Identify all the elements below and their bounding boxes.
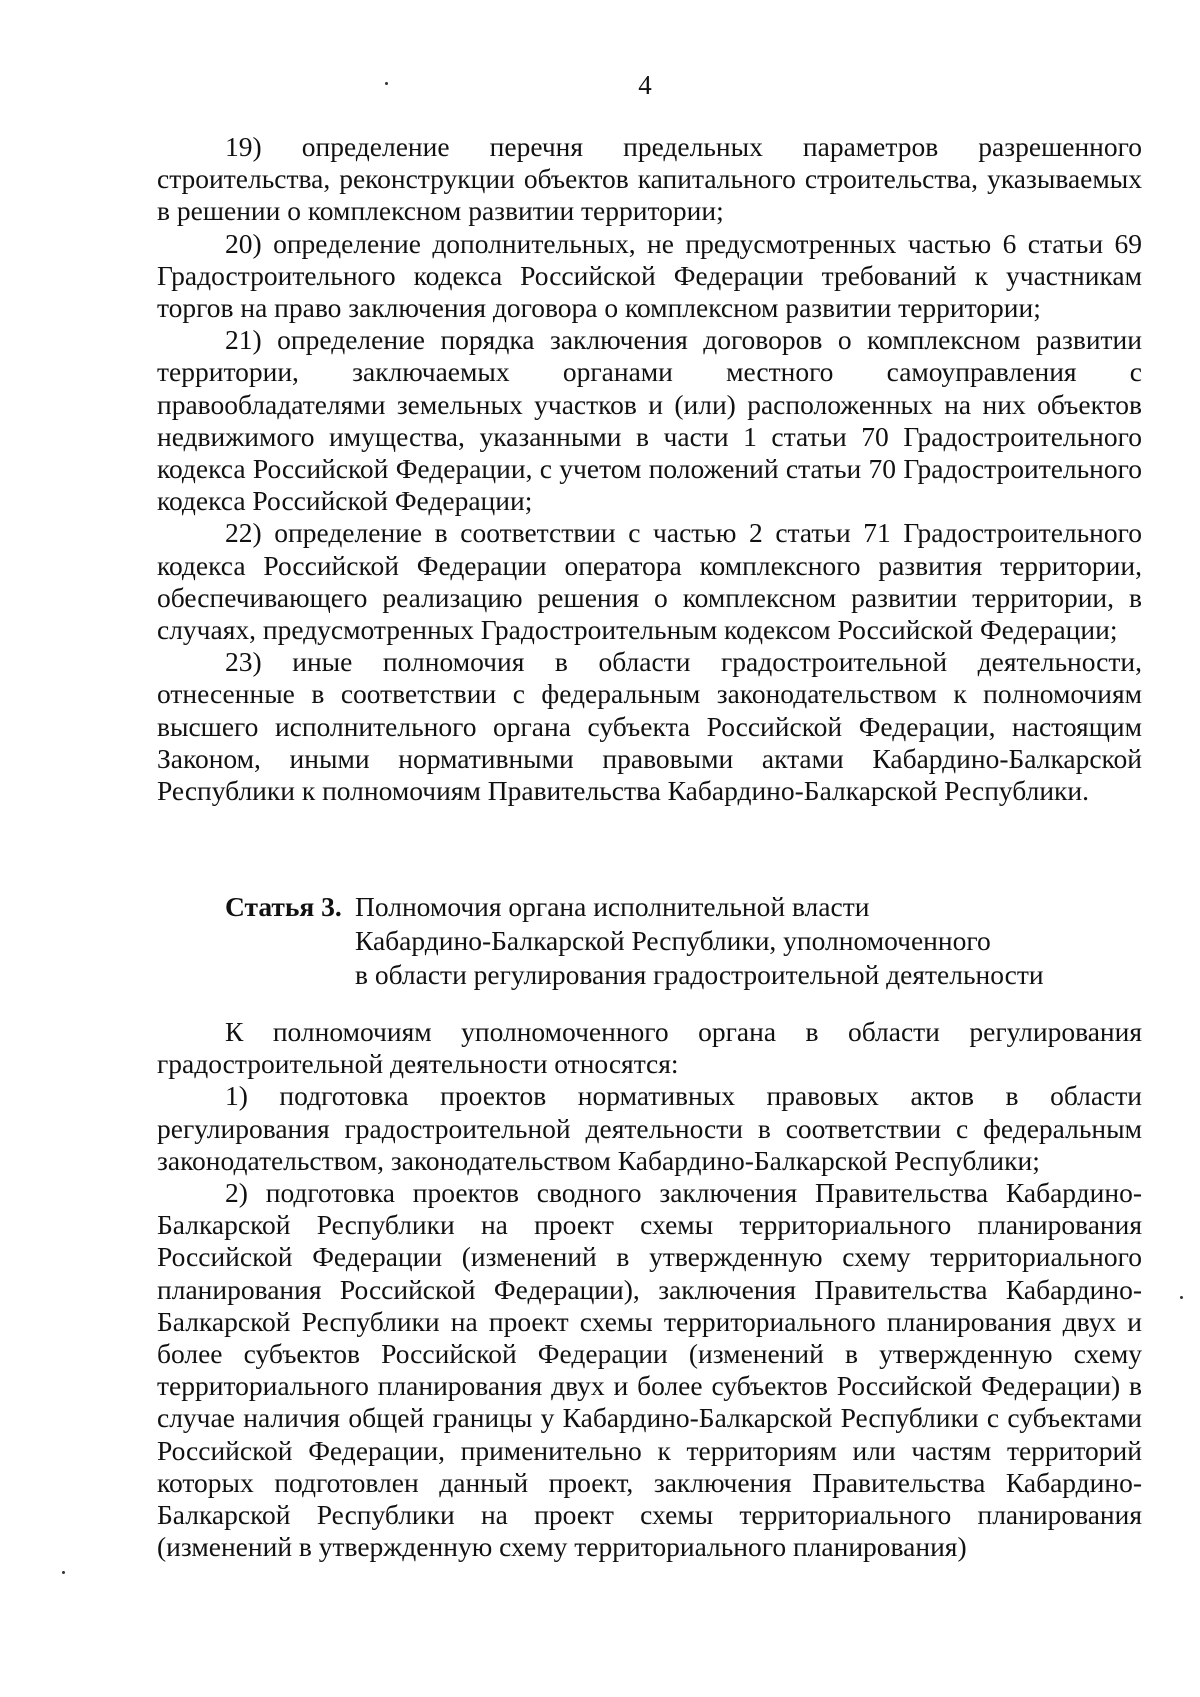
article-title-line: Полномочия органа исполнительной власти <box>355 891 870 922</box>
article-title <box>355 890 1115 992</box>
article-2-continuation <box>157 131 1142 807</box>
paragraph-item-22: 22) определение в соответствии с частью 2 статьи 71 Градостроительного кодекса Российской Федерации оператора комплексного развития территории, обеспечивающего реализацию решения о комплексном развитии территории, в случаях, предусмотренных Градостроительным кодексом Российской Федерации; <box>157 517 1142 646</box>
paragraph-item-2: 2) подготовка проектов сводного заключения Правительства Кабардино-Балкарской Республики на проект схемы территориального планирования Российской Федерации (изменений в утвержденную схему территориального планирования Российской Федерации), заключения Правительства Кабардино-Балкарской Республики на проект схемы территориального планирования двух и более субъектов Российской Федерации (изменений в утвержденную схему территориального планирования двух и более субъектов Российской Федерации) в случае наличия общей границы у Кабардино-Балкарской Республики с субъектами Российской Федерации, применительно к территориям или частям территорий которых подготовлен данный проект, заключения Правительства Кабардино-Балкарской Республики на проект схемы территориального планирования (изменений в утвержденную схему территориального планирования) <box>157 1177 1142 1563</box>
scan-speck <box>62 1571 65 1574</box>
article-label: Статья 3. <box>225 891 342 922</box>
paragraph-item-21: 21) определение порядка заключения договоров о комплексном развитии территории, заключаемых органами местного самоуправления с правообладателями земельных участков и (или) расположенных на них объектов недвижимого имущества, указанными в части 1 статьи 70 Градостроительного кодекса Российской Федерации, с учетом положений статьи 70 Градостроительного кодекса Российской Федерации; <box>157 324 1142 517</box>
paragraph-intro: К полномочиям уполномоченного органа в области регулирования градостроительной деятельности относятся: <box>157 1016 1142 1080</box>
paragraph-item-20: 20) определение дополнительных, не предусмотренных частью 6 статьи 69 Градостроительного кодекса Российской Федерации требований к участникам торгов на право заключения договора о комплексном развитии территории; <box>157 227 1142 324</box>
article-title-line: Кабардино-Балкарской Республики, уполномоченного <box>355 925 991 956</box>
paragraph-item-1: 1) подготовка проектов нормативных правовых актов в области регулирования градостроительной деятельности в соответствии с федеральным законодательством, законодательством Кабардино-Балкарской Республики; <box>157 1080 1142 1176</box>
paragraph-item-19: 19) определение перечня предельных параметров разрешенного строительства, реконструкции объектов капитального строительства, указываемых в решении о комплексном развитии территории; <box>157 131 1142 227</box>
article-3-body <box>157 1016 1142 1563</box>
page-number: 4 <box>638 70 652 100</box>
paragraph-item-23: 23) иные полномочия в области градостроительной деятельности, отнесенные в соответствии с федеральным законодательством к полномочиям высшего исполнительного органа субъекта Российской Федерации, настоящим Законом, иными нормативными правовыми актами Кабардино-Балкарской Республики к полномочиям Правительства Кабардино-Балкарской Республики. <box>157 646 1142 807</box>
article-title-line: в области регулирования градостроительной деятельности <box>355 959 1044 990</box>
scan-speck <box>1180 1296 1183 1299</box>
